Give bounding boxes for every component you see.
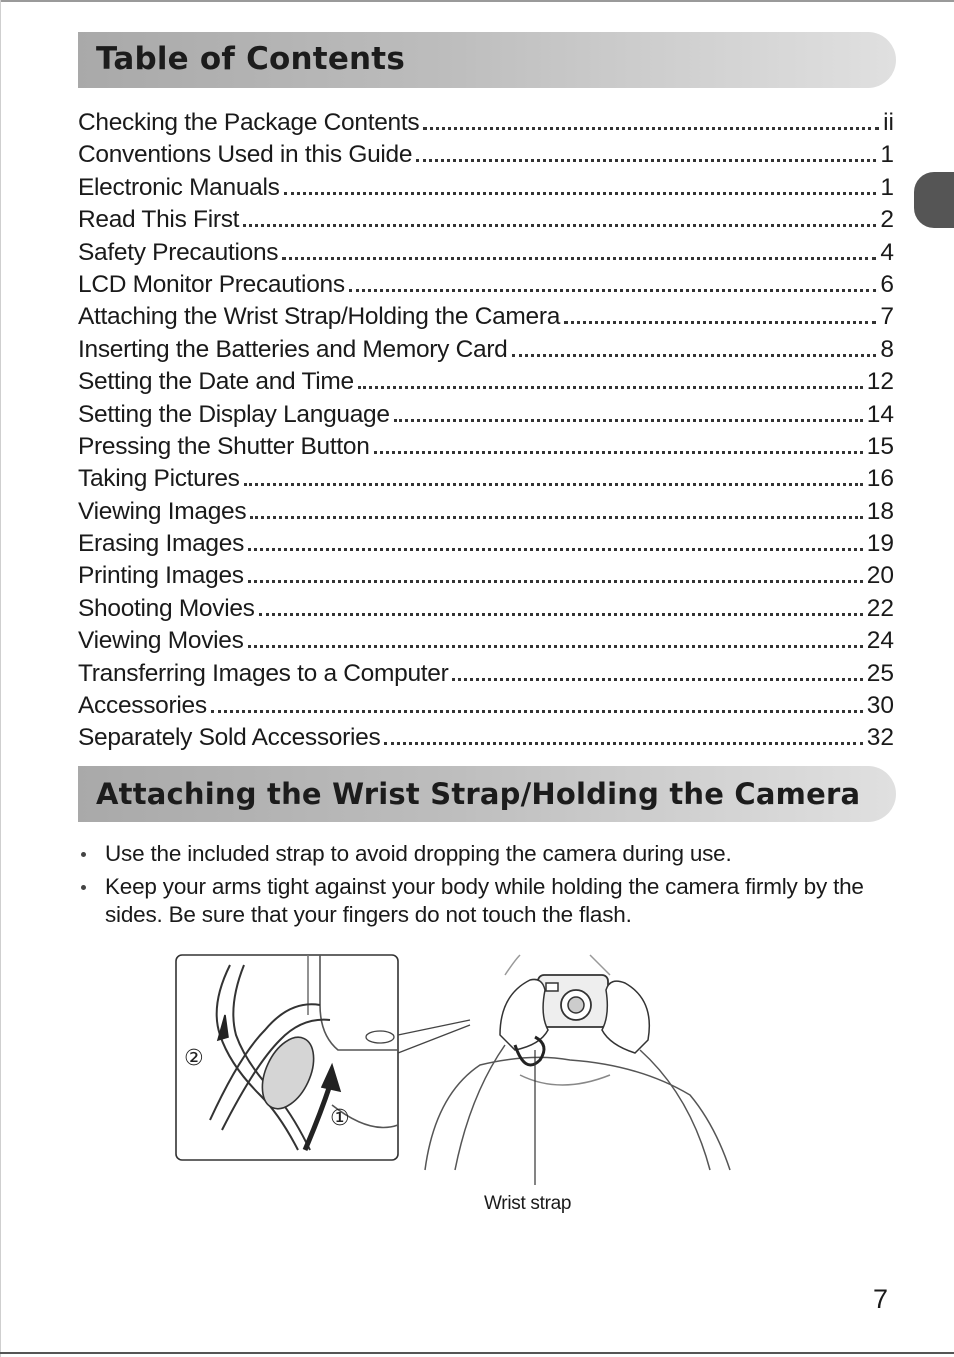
- toc-entry-title: Read This First: [78, 206, 240, 234]
- toc-entry-title: Transferring Images to a Computer: [78, 659, 449, 687]
- toc-entry-page: 1: [880, 173, 894, 201]
- toc-entry: [78, 654, 894, 686]
- toc-entry-title: Attaching the Wrist Strap/Holding the Camera: [78, 303, 561, 331]
- wrist-strap-illustration: [170, 945, 750, 1185]
- person-holding-camera: [425, 955, 730, 1170]
- toc-dot-leader: [423, 103, 879, 130]
- toc-entry-page: 2: [880, 206, 894, 234]
- toc-entry-page: 15: [866, 432, 894, 460]
- toc-entry: [78, 492, 894, 524]
- toc-entry-page: 8: [880, 335, 894, 363]
- instruction-list: [78, 840, 908, 934]
- top-border: [0, 0, 954, 2]
- toc-dot-leader: [248, 621, 863, 648]
- toc-list: [78, 103, 894, 751]
- toc-entry: [78, 265, 894, 297]
- toc-dot-leader: [512, 330, 877, 357]
- toc-entry: [78, 135, 894, 167]
- toc-entry-title: Printing Images: [78, 562, 244, 590]
- toc-dot-leader: [211, 686, 863, 713]
- toc-entry-title: Shooting Movies: [78, 594, 255, 622]
- toc-entry: [78, 427, 894, 459]
- toc-entry-title: Separately Sold Accessories: [78, 724, 381, 752]
- toc-entry: [78, 233, 894, 265]
- toc-dot-leader: [250, 492, 862, 519]
- toc-dot-leader: [259, 589, 863, 616]
- toc-dot-leader: [284, 168, 877, 195]
- toc-entry-page: 30: [866, 692, 894, 720]
- toc-dot-leader: [394, 395, 863, 422]
- toc-entry-title: Electronic Manuals: [78, 173, 280, 201]
- toc-entry: [78, 621, 894, 653]
- toc-entry-page: 4: [880, 238, 894, 266]
- toc-entry: [78, 200, 894, 232]
- toc-entry-page: 6: [880, 270, 894, 298]
- toc-dot-leader: [248, 524, 863, 551]
- toc-entry: [78, 362, 894, 394]
- toc-entry: [78, 556, 894, 588]
- instruction-item: Keep your arms tight against your body while holding the camera firmly by the sides. Be sure that your fingers do not touch the flash.: [78, 873, 908, 929]
- toc-entry-title: Accessories: [78, 692, 207, 720]
- toc-entry-page: 24: [866, 627, 894, 655]
- toc-entry-title: Viewing Images: [78, 497, 247, 525]
- section-heading: Attaching the Wrist Strap/Holding the Camera: [96, 777, 861, 811]
- toc-dot-leader: [416, 135, 876, 162]
- toc-entry-page: 25: [866, 659, 894, 687]
- toc-entry-page: 20: [866, 562, 894, 590]
- toc-entry-title: Taking Pictures: [78, 465, 240, 493]
- toc-entry-page: 32: [866, 724, 894, 752]
- toc-entry-page: 22: [866, 594, 894, 622]
- toc-entry-page: 18: [866, 497, 894, 525]
- toc-dot-leader: [358, 362, 863, 389]
- toc-entry-page: 14: [866, 400, 894, 428]
- bottom-border: [0, 1352, 954, 1354]
- section-heading-bar: [78, 766, 896, 822]
- toc-dot-leader: [349, 265, 877, 292]
- toc-entry-title: Erasing Images: [78, 530, 245, 558]
- toc-entry-title: Checking the Package Contents: [78, 109, 420, 136]
- toc-entry: [78, 686, 894, 718]
- toc-dot-leader: [248, 556, 863, 583]
- step-label-1: ①: [330, 1106, 350, 1131]
- toc-heading: Table of Contents: [96, 41, 405, 77]
- toc-entry-title: Conventions Used in this Guide: [78, 141, 413, 169]
- toc-entry-page: 19: [866, 530, 894, 558]
- toc-dot-leader: [243, 200, 876, 227]
- toc-dot-leader: [282, 233, 876, 260]
- toc-dot-leader: [244, 459, 863, 486]
- chapter-tab-marker: [914, 172, 954, 228]
- toc-entry-title: LCD Monitor Precautions: [78, 270, 345, 298]
- figure-caption: Wrist strap: [484, 1193, 572, 1214]
- toc-heading-bar: [78, 32, 896, 88]
- toc-entry-page: 1: [880, 141, 894, 169]
- toc-entry-page: ii: [883, 109, 894, 136]
- step-label-2: ②: [184, 1046, 204, 1071]
- toc-entry: [78, 103, 894, 135]
- toc-entry-title: Pressing the Shutter Button: [78, 432, 370, 460]
- toc-entry: [78, 524, 894, 556]
- toc-entry-title: Inserting the Batteries and Memory Card: [78, 335, 508, 363]
- toc-dot-leader: [384, 718, 862, 745]
- toc-dot-leader: [374, 427, 863, 454]
- toc-entry-title: Viewing Movies: [78, 627, 244, 655]
- toc-entry-page: 12: [866, 368, 894, 396]
- toc-entry-page: 16: [866, 465, 894, 493]
- toc-entry: [78, 459, 894, 491]
- toc-entry: [78, 297, 894, 329]
- toc-entry-title: Setting the Date and Time: [78, 368, 354, 396]
- toc-entry: [78, 330, 894, 362]
- toc-dot-leader: [452, 654, 862, 681]
- page-number: 7: [873, 1284, 889, 1314]
- toc-dot-leader: [564, 297, 876, 324]
- left-border: [0, 0, 1, 1357]
- strap-attach-inset: [176, 955, 398, 1160]
- toc-entry-title: Setting the Display Language: [78, 400, 390, 428]
- instruction-item: Use the included strap to avoid dropping the camera during use.: [78, 840, 908, 868]
- toc-entry: [78, 168, 894, 200]
- toc-entry-title: Safety Precautions: [78, 238, 279, 266]
- toc-entry-page: 7: [880, 303, 894, 331]
- toc-entry: [78, 718, 894, 750]
- toc-entry: [78, 395, 894, 427]
- toc-entry: [78, 589, 894, 621]
